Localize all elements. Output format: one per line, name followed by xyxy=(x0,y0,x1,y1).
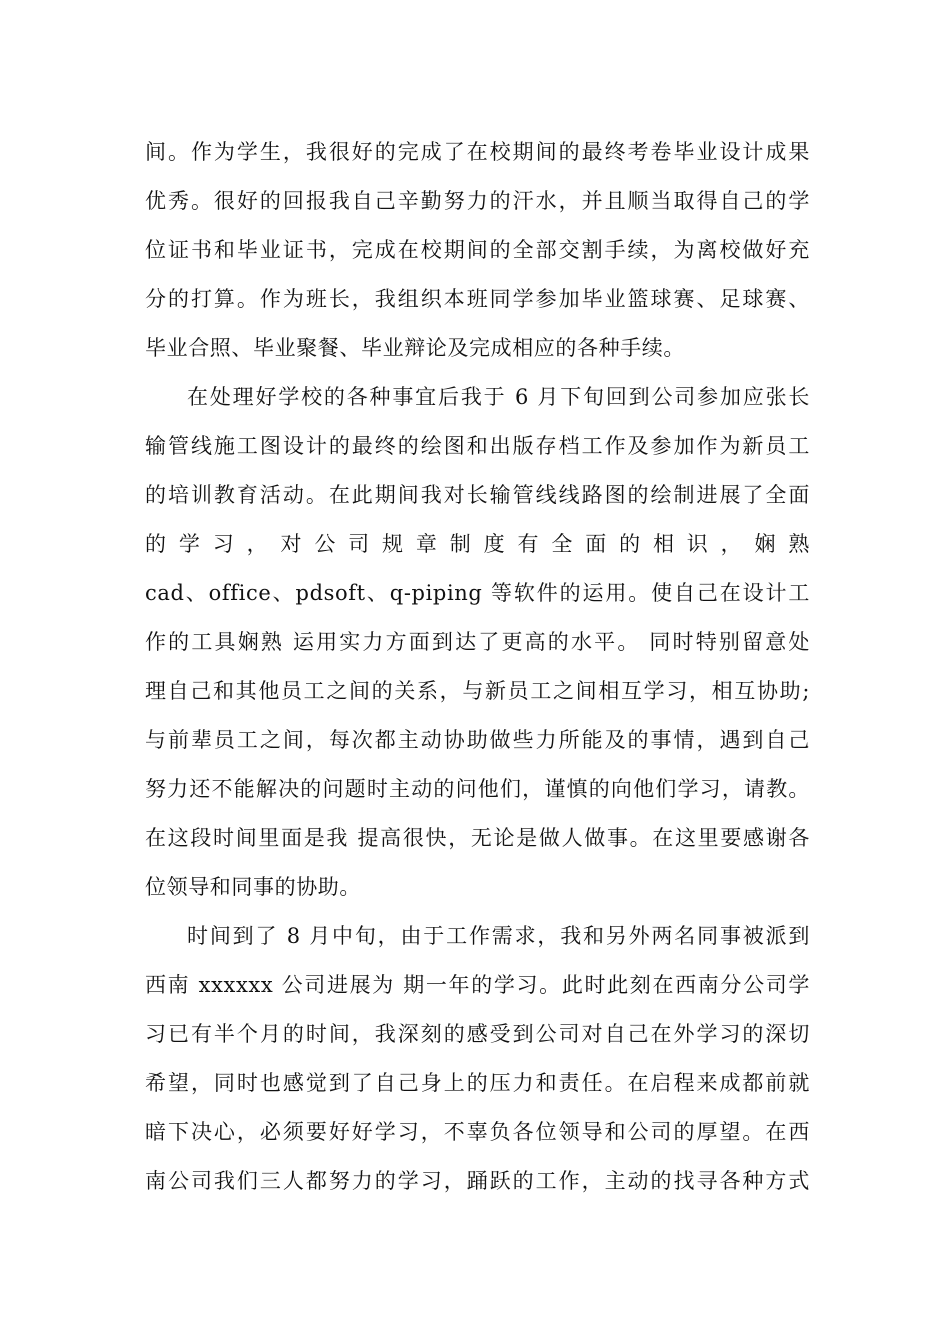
text-line: 与前辈员工之间，每次都主动协助做些力所能及的事情，遇到自己 xyxy=(145,728,810,752)
text-line: 优秀。很好的回报我自己辛勤努力的汗水，并且顺当取得自己的学 xyxy=(145,189,810,213)
text-line: 的学习，对公司规章制度有全面的相识，娴熟 xyxy=(145,532,810,556)
text-line: 南公司我们三人都努力的学习，踊跃的工作，主动的找寻各种方式 xyxy=(145,1169,810,1193)
text-line: 在这段时间里面是我 提高很快，无论是做人做事。在这里要感谢各 xyxy=(145,826,810,850)
text-line: 位证书和毕业证书，完成在校期间的全部交割手续，为离校做好充 xyxy=(145,238,810,262)
text-line: 努力还不能解决的问题时主动的问他们，谨慎的向他们学习，请教。 xyxy=(145,777,810,801)
text-line: 间。作为学生，我很好的完成了在校期间的最终考卷毕业设计成果 xyxy=(145,140,810,164)
text-line: 习已有半个月的时间，我深刻的感受到公司对自己在外学习的深切 xyxy=(145,1022,810,1046)
text-line: 毕业合照、毕业聚餐、毕业辩论及完成相应的各种手续。 xyxy=(145,336,685,360)
text-line: 输管线施工图设计的最终的绘图和出版存档工作及参加作为新员工 xyxy=(145,434,810,458)
text-line: 希望，同时也感觉到了自己身上的压力和责任。在启程来成都前就 xyxy=(145,1071,810,1095)
text-line: 分的打算。作为班长，我组织本班同学参加毕业篮球赛、足球赛、 xyxy=(145,287,810,311)
text-line: 暗下决心，必须要好好学习，不辜负各位领导和公司的厚望。在西 xyxy=(145,1120,810,1144)
paragraph-2 xyxy=(145,373,810,912)
text-line: 位领导和同事的协助。 xyxy=(145,875,361,899)
text-line: 作的工具娴熟 运用实力方面到达了更高的水平。 同时特别留意处 xyxy=(145,630,810,654)
text-line: 的培训教育活动。在此期间我对长输管线线路图的绘制进展了全面 xyxy=(145,483,810,507)
text-line: 西南 xxxxxx 公司进展为 期一年的学习。此时此刻在西南分公司学 xyxy=(145,973,810,997)
paragraph-1 xyxy=(145,128,810,373)
text-line: 在处理好学校的各种事宜后我于 6 月下旬回到公司参加应张长 xyxy=(187,385,810,409)
document-body xyxy=(145,128,810,1206)
text-line: 时间到了 8 月中旬，由于工作需求，我和另外两名同事被派到 xyxy=(187,924,810,948)
text-line: 理自己和其他员工之间的关系，与新员工之间相互学习，相互协助; xyxy=(145,679,810,703)
paragraph-3 xyxy=(145,912,810,1206)
text-line: cad、office、pdsoft、q-piping 等软件的运用。使自己在设计工 xyxy=(145,581,810,605)
